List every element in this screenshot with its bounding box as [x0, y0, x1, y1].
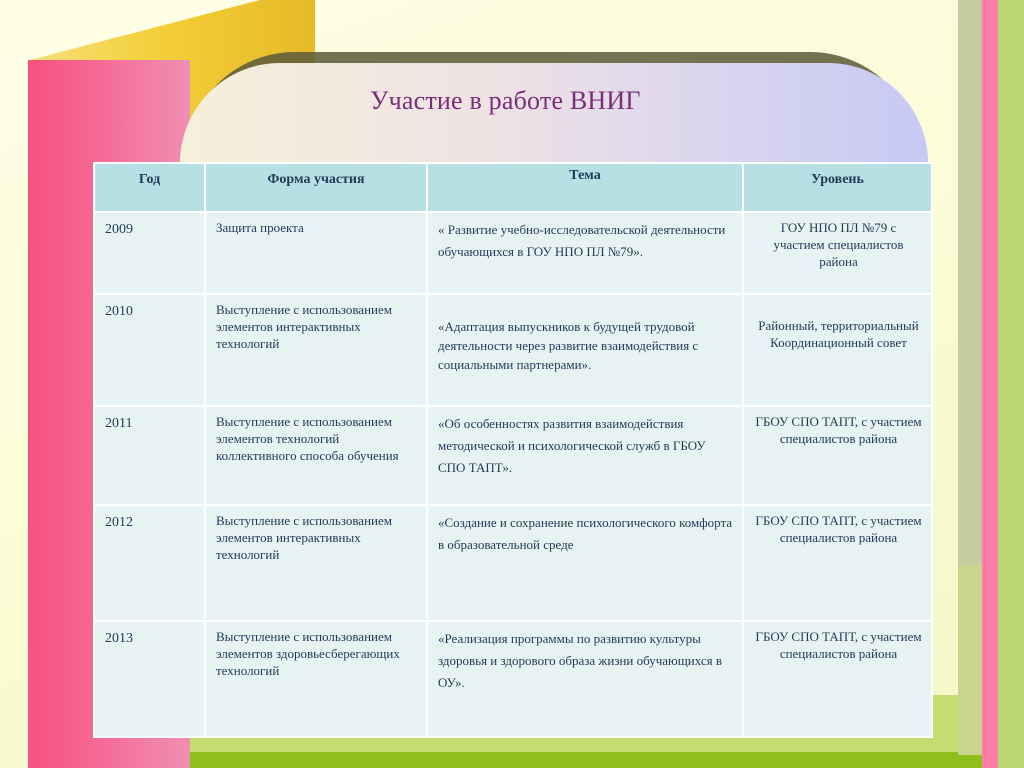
cell-topic: «Об особенностях развития взаимодействия методической и психологической служб в ГБОУ СПО ТАПТ». — [427, 406, 743, 505]
grey-decor-bar — [958, 0, 982, 565]
cell-topic: « Развитие учебно-исследовательской деятельности обучающихся в ГОУ НПО ПЛ №79». — [427, 212, 743, 294]
cell-level: ГБОУ СПО ТАПТ, с участием специалистов района — [743, 505, 932, 621]
cell-level: ГОУ НПО ПЛ №79 с участием специалистов района — [743, 212, 932, 294]
header-year: Год — [94, 163, 205, 212]
cell-year: 2011 — [94, 406, 205, 505]
table-row — [94, 212, 932, 294]
header-topic: Тема — [427, 163, 743, 212]
cell-year: 2010 — [94, 294, 205, 406]
cell-year: 2009 — [94, 212, 205, 294]
green-decor-bar — [190, 752, 1000, 768]
cell-form: Выступление с использованием элементов интерактивных технологий — [205, 294, 427, 406]
table-row — [94, 294, 932, 406]
pink-decor-right — [982, 0, 998, 768]
cell-level: ГБОУ СПО ТАПТ, с участием специалистов района — [743, 621, 932, 737]
cell-level: Районный, территориальный Координационный совет — [743, 294, 932, 406]
table-header-row — [94, 163, 932, 212]
participation-table — [93, 162, 933, 738]
header-form: Форма участия — [205, 163, 427, 212]
cell-year: 2013 — [94, 621, 205, 737]
cell-form: Выступление с использованием элементов здоровьесберегающих технологий — [205, 621, 427, 737]
cell-level: ГБОУ СПО ТАПТ, с участием специалистов района — [743, 406, 932, 505]
cell-topic: «Создание и сохранение психологического комфорта в образовательной среде — [427, 505, 743, 621]
cell-topic: «Адаптация выпускников к будущей трудовой деятельности через развитие взаимодействия с социальными партнерами». — [427, 294, 743, 406]
cell-year: 2012 — [94, 505, 205, 621]
header-level: Уровень — [743, 163, 932, 212]
table-row — [94, 505, 932, 621]
participation-table-container — [93, 162, 931, 700]
slide-title: Участие в работе ВНИГ — [370, 86, 641, 115]
cell-form: Выступление с использованием элементов интерактивных технологий — [205, 505, 427, 621]
cell-topic: «Реализация программы по развитию культуры здоровья и здорового образа жизни обучающихся в ОУ». — [427, 621, 743, 737]
table-row — [94, 621, 932, 737]
table-row — [94, 406, 932, 505]
cell-form: Выступление с использованием элементов технологий коллективного способа обучения — [205, 406, 427, 505]
cell-form: Защита проекта — [205, 212, 427, 294]
right-decor-lower — [958, 565, 982, 755]
green-decor-right — [998, 0, 1024, 768]
